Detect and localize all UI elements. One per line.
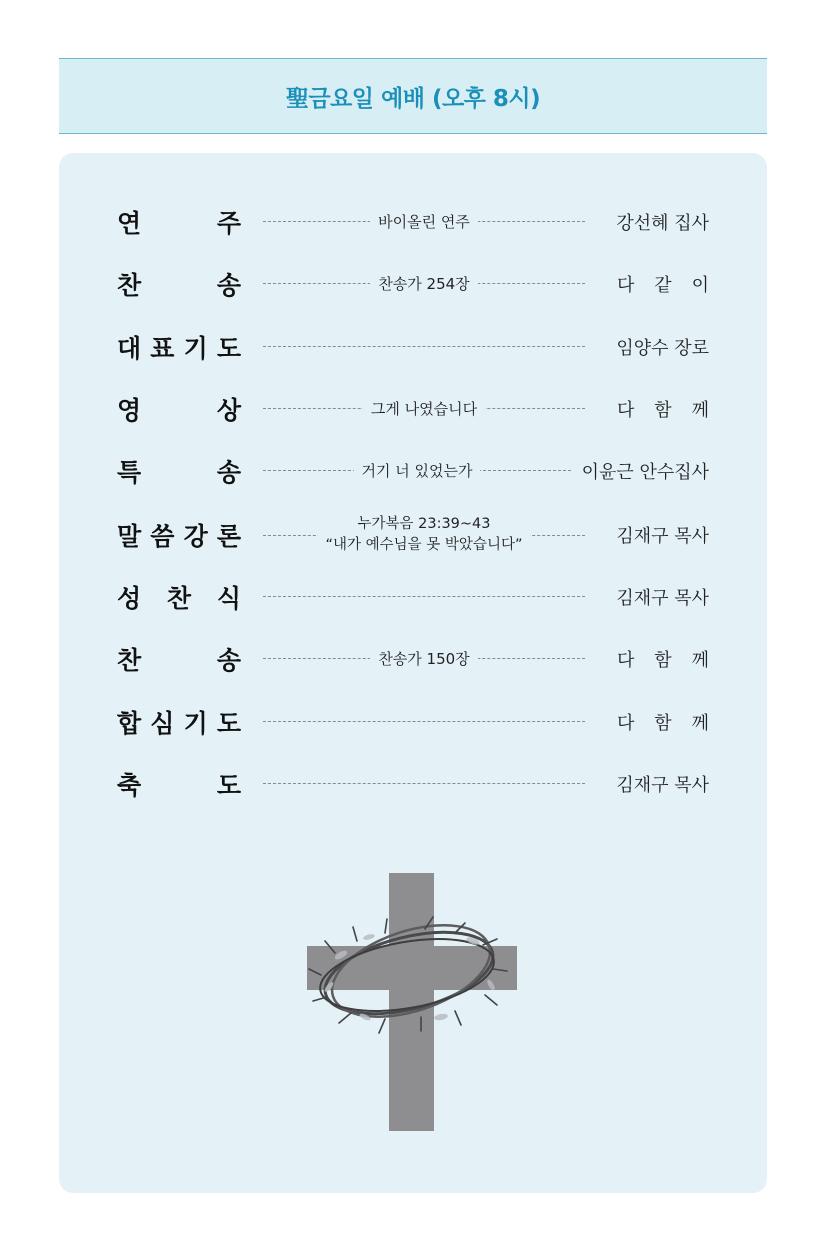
- label-char: 식: [216, 584, 241, 613]
- dotted-leader: [263, 596, 585, 597]
- label-char: 영: [117, 396, 142, 425]
- label-char: 찬: [117, 271, 142, 300]
- center-slot: [263, 639, 585, 679]
- leader-char: 함: [654, 650, 672, 671]
- label-char: 강: [183, 522, 208, 551]
- row-detail: 찬송가 150장: [370, 649, 477, 670]
- row-leader-name: 김재구 목사: [616, 775, 709, 796]
- label-char: 상: [216, 396, 241, 425]
- row-leader-name: 이윤근 안수집사: [581, 462, 709, 483]
- program-row-prelude: [117, 202, 709, 242]
- row-detail: 바이올린 연주: [370, 212, 478, 233]
- label-char: 말: [117, 522, 142, 551]
- leader-char: 다: [617, 713, 635, 734]
- program-row-special-song: [117, 451, 709, 491]
- program-row-hymn-2: [117, 639, 709, 679]
- program-row-sermon: [117, 513, 709, 557]
- row-label: [117, 264, 241, 304]
- label-char: 성: [117, 584, 142, 613]
- label-char: 도: [216, 334, 241, 363]
- program-row-benediction: [117, 764, 709, 804]
- leader-char: 께: [691, 713, 709, 734]
- sermon-title: “내가 예수님을 못 박았습니다”: [325, 537, 523, 553]
- row-label: [117, 639, 241, 679]
- dotted-leader: [263, 346, 585, 347]
- dotted-leader: [263, 721, 585, 722]
- leader-char: 같: [654, 275, 672, 296]
- center-slot: [263, 264, 585, 304]
- row-detail: 찬송가 254장: [370, 274, 477, 295]
- label-char: 표: [150, 334, 175, 363]
- row-label: [117, 451, 241, 491]
- label-char: 기: [183, 334, 208, 363]
- label-char: 론: [216, 522, 241, 551]
- label-char: 도: [216, 709, 241, 738]
- row-detail: [318, 514, 531, 556]
- leader-char: 다: [617, 400, 635, 421]
- row-leader-name: [617, 389, 709, 429]
- label-char: 송: [216, 271, 241, 300]
- page-title: 聖금요일 예배 (오후 8시): [285, 85, 541, 112]
- row-label: [117, 764, 241, 804]
- row-label: [117, 202, 241, 242]
- label-char: 특: [117, 458, 142, 487]
- program-row-video: [117, 389, 709, 429]
- center-slot: [263, 389, 585, 429]
- cross-with-crown-of-thorns-icon: [305, 871, 521, 1133]
- leader-char: 다: [617, 650, 635, 671]
- row-leader-name: 강선혜 집사: [616, 213, 709, 234]
- label-char: 기: [183, 709, 208, 738]
- row-leader-name: 김재구 목사: [616, 526, 709, 547]
- leader-char: 다: [617, 275, 635, 296]
- center-slot: [263, 451, 571, 491]
- label-char: 주: [216, 209, 241, 238]
- row-detail: 그게 나였습니다: [363, 399, 485, 420]
- label-char: 송: [216, 458, 241, 487]
- row-label: [117, 513, 241, 557]
- program-row-representative-prayer: [117, 327, 709, 367]
- center-slot: [263, 202, 585, 242]
- label-char: 씀: [150, 522, 175, 551]
- dotted-leader: [263, 783, 585, 784]
- leader-char: 이: [691, 275, 709, 296]
- label-char: 대: [117, 334, 142, 363]
- label-char: 찬: [117, 646, 142, 675]
- row-leader-name: [617, 264, 709, 304]
- label-char: 연: [117, 209, 142, 238]
- sermon-scripture: 누가복음 23:39~43: [357, 516, 491, 532]
- program-row-communion: [117, 577, 709, 617]
- row-label: [117, 702, 241, 742]
- row-detail: 거기 너 있었는가: [354, 461, 481, 482]
- leader-char: 함: [654, 400, 672, 421]
- program-row-hymn-1: [117, 264, 709, 304]
- row-leader-name: [617, 702, 709, 742]
- header-banner: [59, 58, 767, 134]
- label-char: 심: [150, 709, 175, 738]
- program-row-unison-prayer: [117, 702, 709, 742]
- row-leader-name: 김재구 목사: [616, 588, 709, 609]
- row-label: [117, 327, 241, 367]
- label-char: 도: [216, 771, 241, 800]
- row-leader-name: 임양수 장로: [616, 338, 709, 359]
- leader-char: 께: [691, 650, 709, 671]
- label-char: 송: [216, 646, 241, 675]
- label-char: 찬: [166, 584, 192, 613]
- center-slot: [263, 513, 585, 557]
- leader-char: 함: [654, 713, 672, 734]
- label-char: 합: [117, 709, 142, 738]
- leader-char: 께: [691, 400, 709, 421]
- row-label: [117, 577, 241, 617]
- row-label: [117, 389, 241, 429]
- row-leader-name: [617, 639, 709, 679]
- label-char: 축: [117, 771, 142, 800]
- program-panel: [59, 153, 767, 1193]
